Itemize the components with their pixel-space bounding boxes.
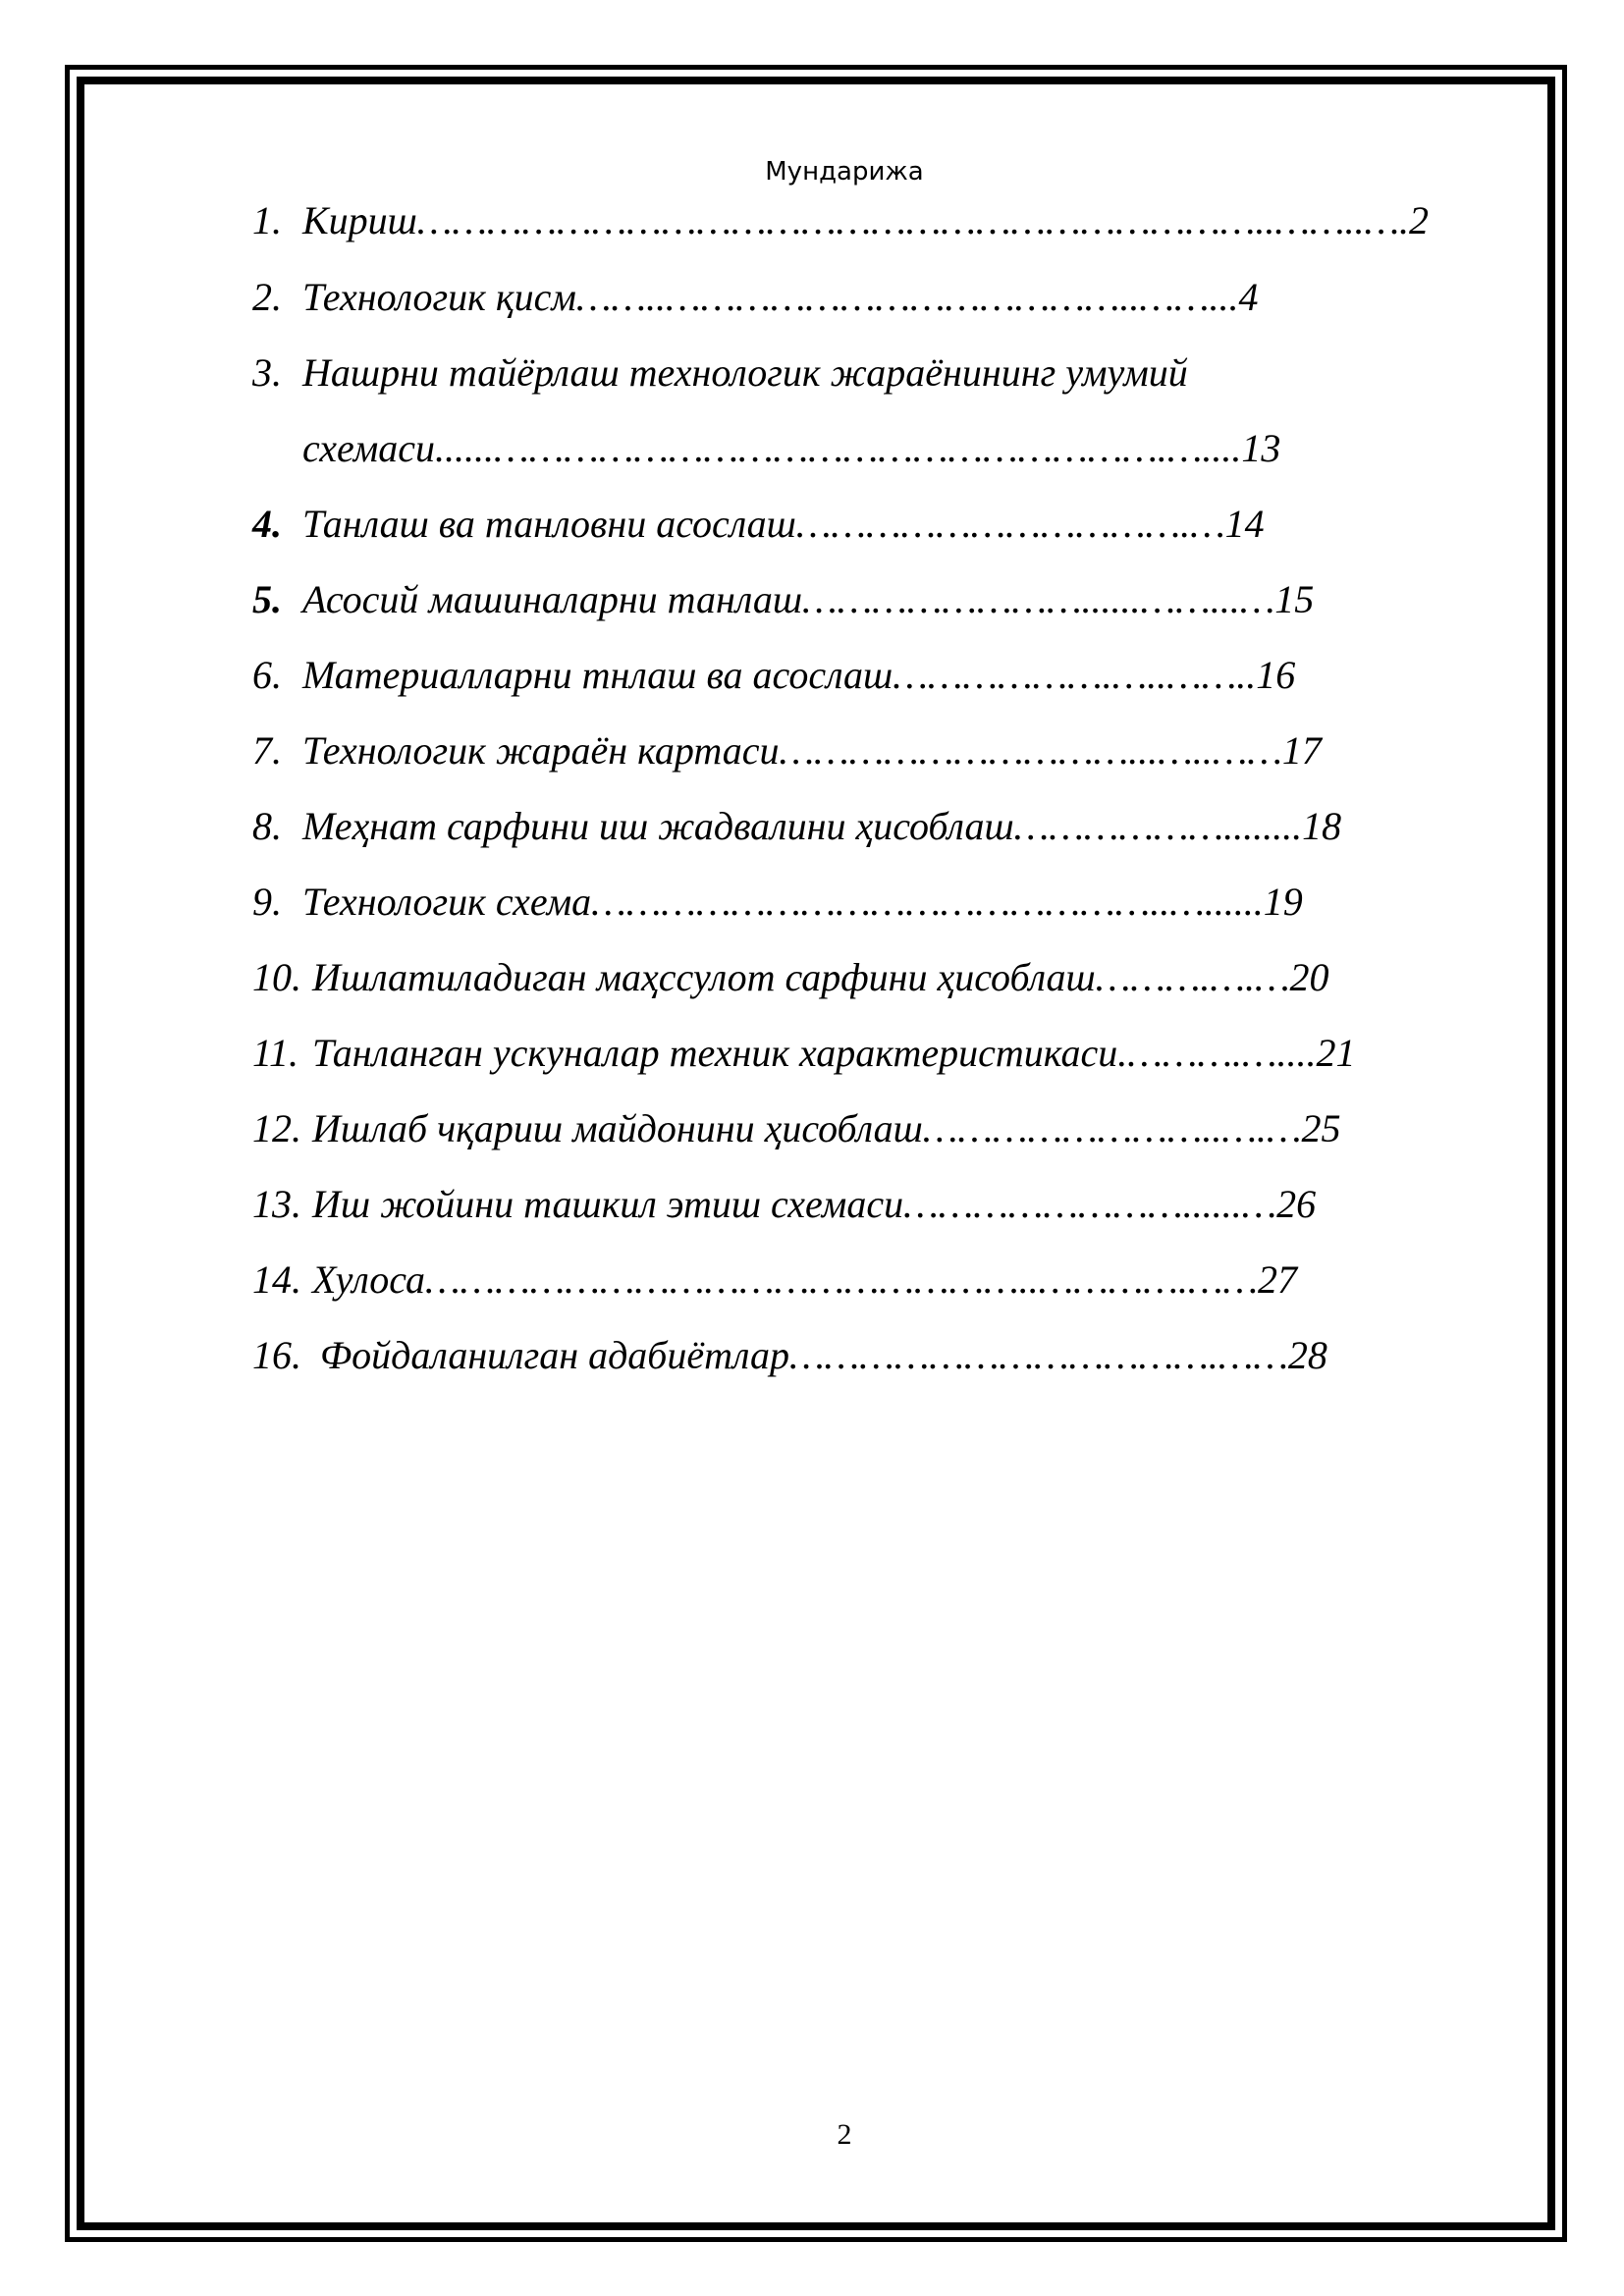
- toc-entry-4[interactable]: Танлаш ва танловни асослаш…………………………….…14: [302, 502, 1265, 546]
- toc-number-8: 8.: [252, 804, 282, 848]
- toc-entry-14[interactable]: Хулоса……………………………………………..………….……27: [312, 1257, 1297, 1302]
- toc-entry-5[interactable]: Асосий машиналарни танлаш……………………......……...…15: [302, 577, 1315, 621]
- toc-entry-11[interactable]: Танланган ускуналар техник характеристикаси.……….…....21: [312, 1031, 1356, 1075]
- toc-entry-1[interactable]: Кириш………………………………………………………………..……..….2: [302, 198, 1430, 242]
- toc-number-2: 2.: [252, 275, 282, 319]
- toc-number-4: 4.: [252, 502, 282, 546]
- toc-entry-8[interactable]: Меҳнат сарфини иш жадвалини ҳисоблаш………………........18: [302, 804, 1342, 848]
- toc-number-16: 16.: [252, 1333, 301, 1377]
- page-number: 2: [837, 2118, 852, 2151]
- toc-number-12: 12.: [252, 1106, 301, 1150]
- toc-entry-6[interactable]: Материалларни тнлаш ва асослаш……………….…..……..16: [302, 653, 1296, 697]
- toc-number-6: 6.: [252, 653, 282, 697]
- toc-number-11: 11.: [252, 1031, 299, 1075]
- toc-number-5: 5.: [252, 577, 282, 621]
- toc-number-1: 1.: [252, 198, 282, 242]
- toc-entry-2[interactable]: Технологик қисм……..…………………………………..……...4: [302, 275, 1259, 319]
- toc-number-7: 7.: [252, 728, 282, 773]
- toc-entry-16[interactable]: Фойдаланилган адабиётлар……………………………….……28: [320, 1333, 1327, 1377]
- toc-number-13: 13.: [252, 1182, 301, 1226]
- toc-number-9: 9.: [252, 880, 282, 924]
- page-border-inner: [77, 77, 1555, 2230]
- toc-number-3: 3.: [252, 350, 282, 395]
- toc-entry-9[interactable]: Технологик схема…………………………………………..…......19: [302, 880, 1303, 924]
- toc-entry-3-continuation[interactable]: схемаси......………………………………………………….…....13: [302, 426, 1281, 470]
- toc-heading: Мундарижа: [765, 157, 924, 187]
- toc-entry-10[interactable]: Ишлатиладиган маҳссулот сарфини ҳисоблаш……….….…20: [312, 955, 1329, 999]
- toc-entry-3[interactable]: Нашрни тайёрлаш технологик жараёнининг умумий: [302, 350, 1188, 395]
- toc-entry-12[interactable]: Ишлаб чқариш майдонини ҳисоблаш……………………..….…25: [312, 1106, 1341, 1150]
- toc-number-10: 10.: [252, 955, 301, 999]
- toc-number-14: 14.: [252, 1257, 301, 1302]
- toc-entry-7[interactable]: Технологик жараён картаси…………………………...…..……17: [302, 728, 1322, 773]
- toc-entry-13[interactable]: Иш жойини ташкил этиш схемаси……………………......…26: [312, 1182, 1317, 1226]
